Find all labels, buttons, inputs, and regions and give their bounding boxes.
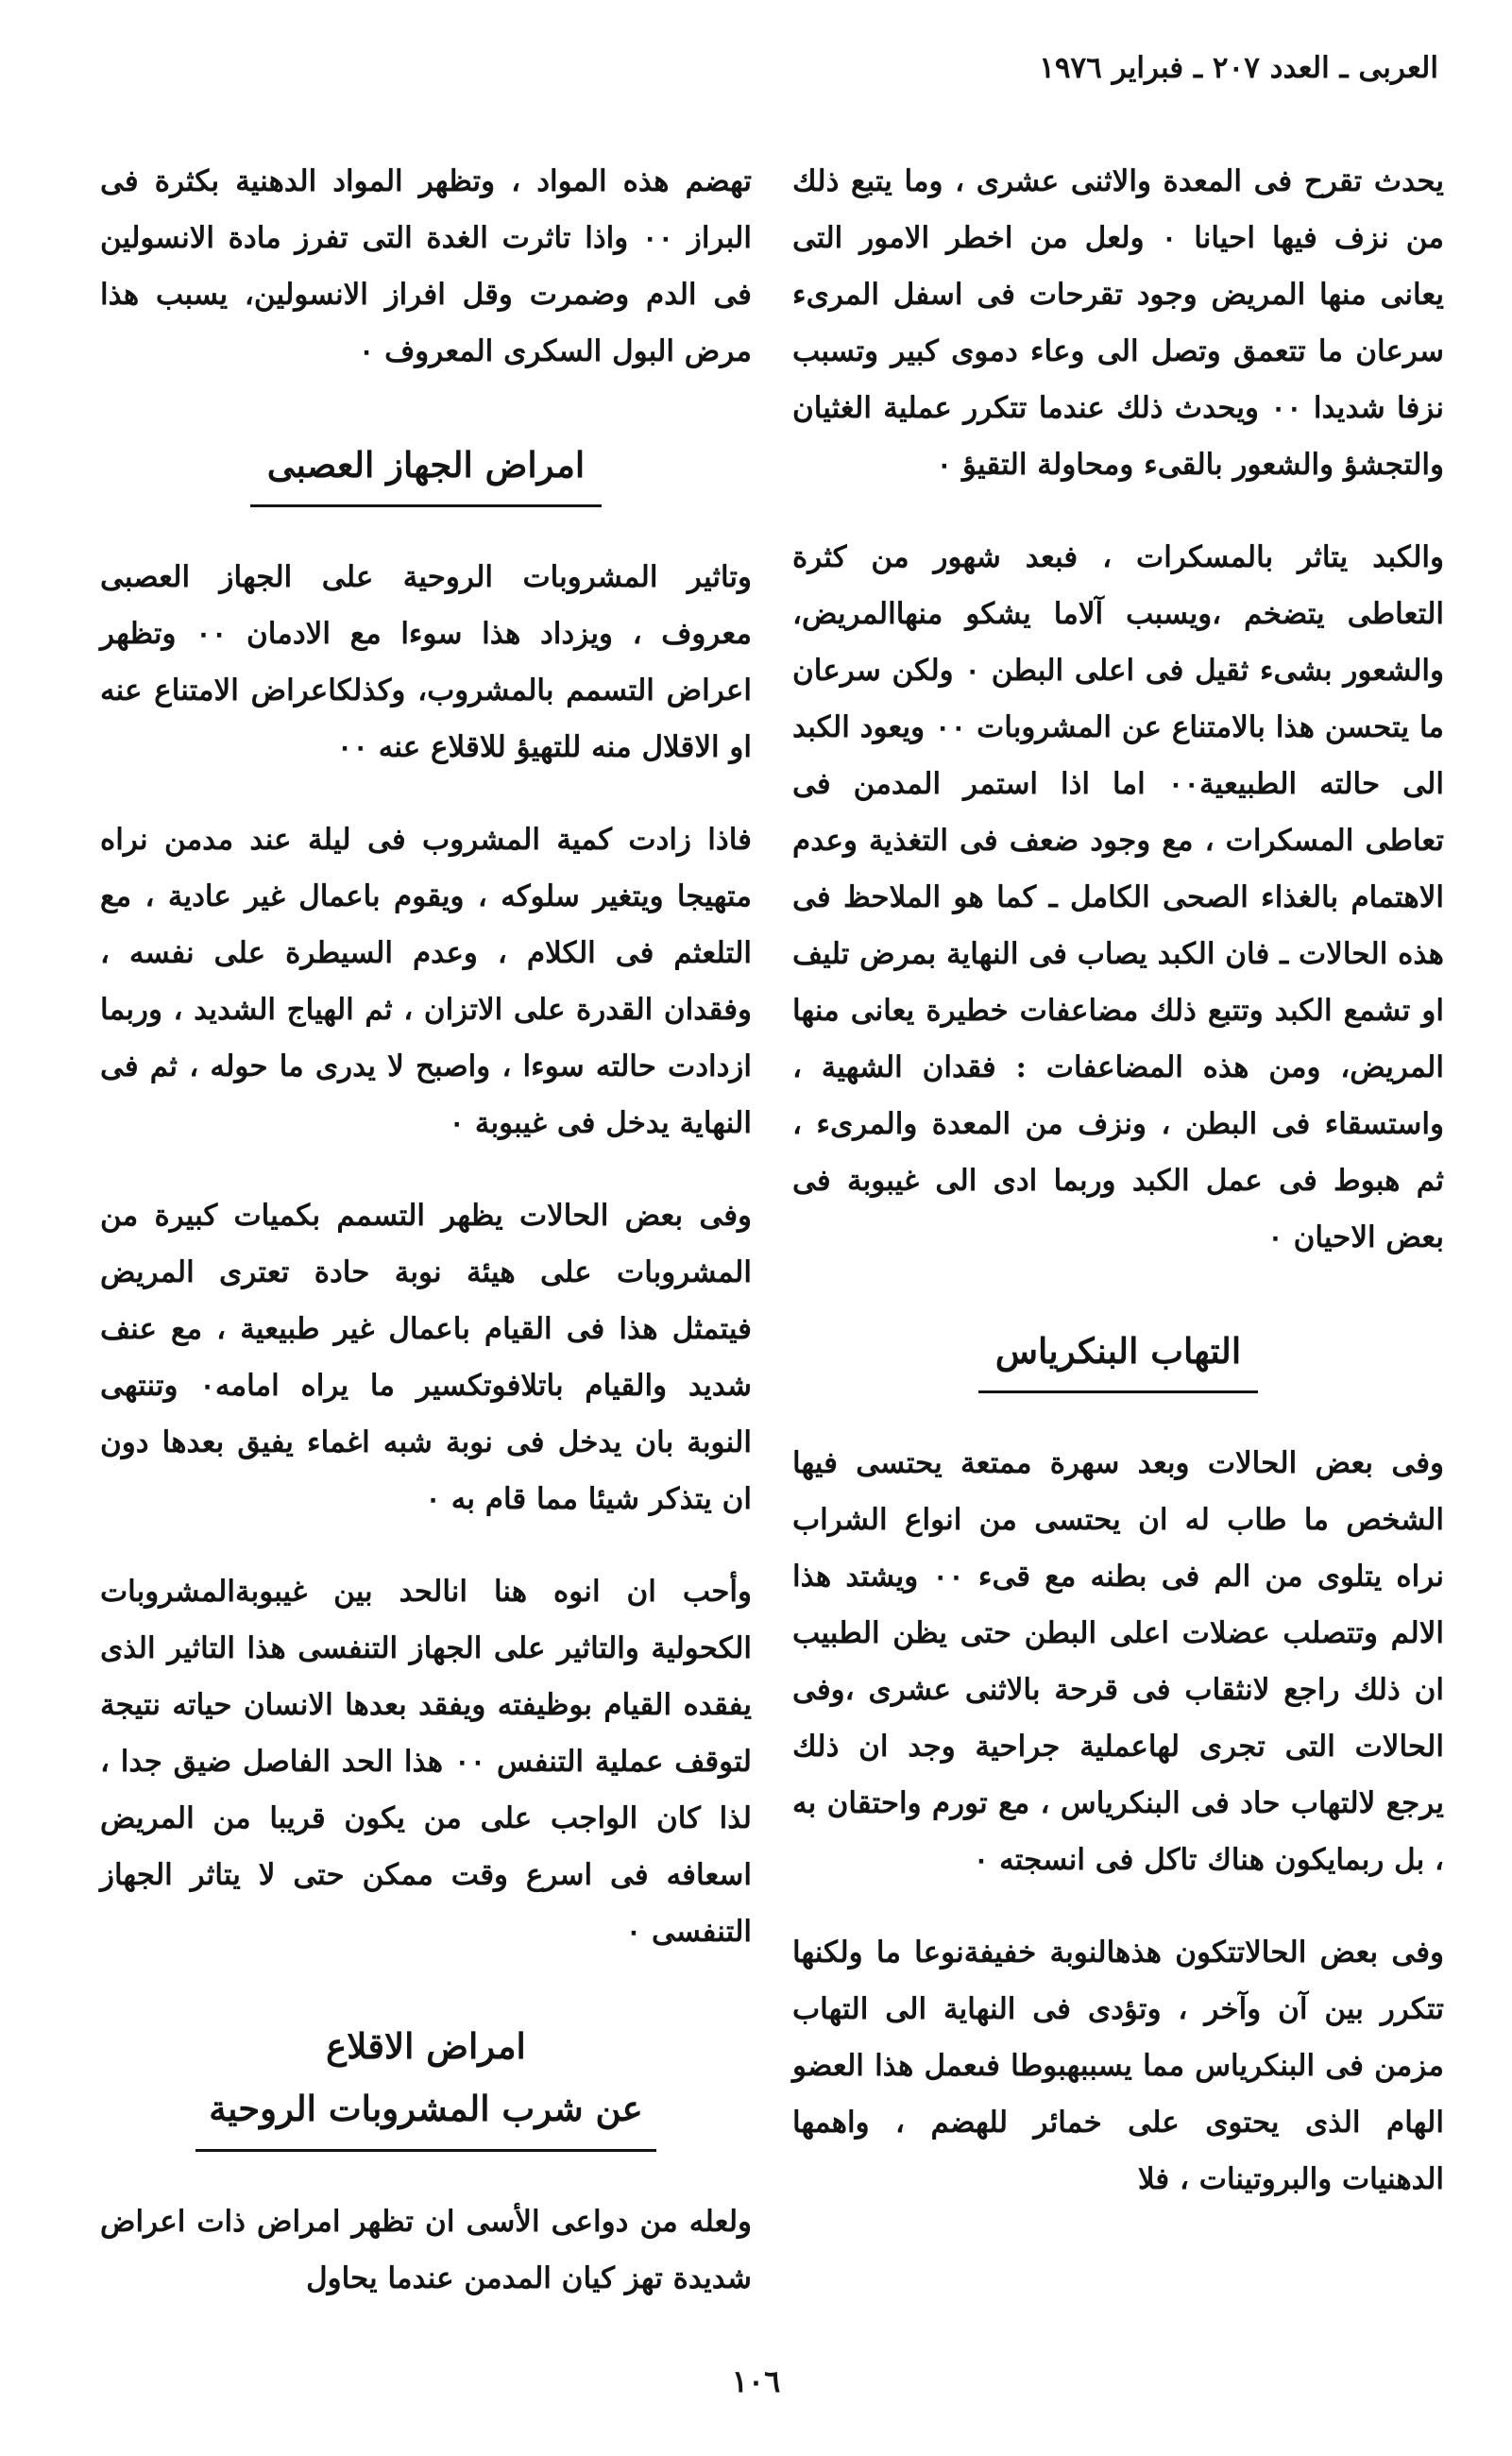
paragraph: وأحب ان انوه هنا انالحد بين غيبوبةالمشروبات الكحولية والتاثير على الجهاز التنفسى هذا التاثير الذى يفقده القيام بوظيفته ويفقد بعدها الانسان حياته نتيجة لتوقف عملية التنفس ٠٠ هذا الحد الفاصل ضيق جدا ، لذا كان الواجب على من يكون قريبا من المريض اسعافه فى اسرع وقت ممكن حتى لا يتاثر الجهاز التنفسى ٠ [100, 1575, 752, 1949]
paragraph: وفى بعض الحالات وبعد سهرة ممتعة يحتسى فيها الشخص ما طاب له ان يحتسى من انواع الشراب نراه يتلوى من الم فى بطنه مع قىء ٠٠ ويشتد هذا الالم وتتصلب عضلات اعلى البطن حتى يظن الطبيب ان ذلك راجع لانثقاب فى قرحة بالاثنى عشرى ،وفى الحالات التى تجرى لهاعملية جراحية وجد ان ذلك يرجع لالتهاب حاد فى البنكرياس ، مع تورم واحتقان به ، بل ربمايكون هناك تاكل فى انسجته ٠ [792, 1446, 1444, 1877]
heading-line: عن شرب المشروبات الروحية [209, 2088, 643, 2129]
paragraph: فاذا زادت كمية المشروب فى ليلة عند مدمن نراه متهيجا ويتغير سلوكه ، ويقوم باعمال غير عادية ، مع التلعثم فى الكلام ، وعدم السيطرة على نفسه ، وفقدان القدرة على الاتزان ، ثم الهياج الشديد ، وربما ازدادت حالته سوءا ، واصبح لا يدرى ما حوله ، ثم فى النهاية يدخل فى غيبوبة ٠ [100, 823, 752, 1140]
section-heading-nervous-system: امراض الجهاز العصبى [250, 435, 602, 507]
paragraph: وفى بعض الحالاتتكون هذهالنوبة خفيفةنوعا ما ولكنها تتكرر بين آن وآخر ، وتؤدى فى النهاية الى التهاب مزمن فى البنكرياس مما يسببهبوطا فىعمل هذا العضو الهام الذى يحتوى على خمائر للهضم ، واهمها الدهنيات والبروتينات ، فلا [792, 1936, 1444, 2196]
heading-line: امراض الاقلاع [326, 2025, 526, 2067]
paragraph: ولعله من دواعى الأسى ان تظهر امراض ذات اعراض شديدة تهز كيان المدمن عندما يحاول [100, 2205, 752, 2295]
right-column [792, 153, 1444, 2243]
running-header: العربى ـ العدد ٢٠٧ ـ فبراير ١٩٧٦ [1039, 51, 1438, 85]
section-heading-wrap [100, 435, 752, 507]
section-heading-wrap [792, 1321, 1444, 1393]
paragraph: يحدث تقرح فى المعدة والاثنى عشرى ، وما يتبع ذلك من نزف فيها احيانا ٠ ولعل من اخطر الامور التى يعانى منها المريض وجود تقرحات فى اسفل المرىء سرعان ما تتعمق وتصل الى وعاء دموى كبير وتسبب نزفا شديدا ٠٠ ويحدث ذلك عندما تتكرر عملية الغثيان والتجشؤ والشعور بالقىء ومحاولة التقيؤ ٠ [792, 164, 1445, 482]
paragraph: وفى بعض الحالات يظهر التسمم بكميات كبيرة من المشروبات على هيئة نوبة حادة تعترى المريض فيتمثل هذا فى القيام باعمال غير طبيعية ، مع عنف شديد والقيام باتلافوتكسير ما يراه امامه٠ وتنتهى النوبة بان يدخل فى نوبة شبه اغماء يفيق بعدها دون ان يتذكر شيئا مما قام به ٠ [100, 1199, 753, 1516]
section-heading-wrap [100, 2015, 752, 2152]
paragraph: والكبد يتاثر بالمسكرات ، فبعد شهور من كثرة التعاطى يتضخم ،ويسبب آلاما يشكو منهاالمريض، والشعور بشىء ثقيل فى اعلى البطن ٠ ولكن سرعان ما يتحسن هذا بالامتناع عن المشروبات ٠٠ ويعود الكبد الى حالته الطبيعية٠٠ اما اذا استمر المدمن فى تعاطى المسكرات ، مع وجود ضعف فى التغذية وعدم الاهتمام بالغذاء الصحى الكامل ـ كما هو الملاحظ فى هذه الحالات ـ فان الكبد يصاب فى النهاية بمرض تليف او تشمع الكبد وتتبع ذلك مضاعفات خطيرة يعانى منها المريض، ومن هذه المضاعفات : فقدان الشهية ، واستسقاء فى البطن ، ونزف من المعدة والمرىء ، ثم هبوط فى عمل الكبد وربما ادى الى غيبوبة فى بعض الاحيان ٠ [792, 540, 1444, 1254]
left-column [100, 153, 752, 2343]
page-number: ١٠٦ [731, 2363, 781, 2399]
paragraph: تهضم هذه المواد ، وتظهر المواد الدهنية بكثرة فى البراز ٠٠ واذا تاثرت الغدة التى تفرز مادة الانسولين فى الدم وضمرت وقل افراز الانسولين، يسبب هذا مرض البول السكرى المعروف ٠ [100, 164, 752, 368]
paragraph: وتاثير المشروبات الروحية على الجهاز العصبى معروف ، ويزداد هذا سوءا مع الادمان ٠٠ وتظهر اعراض التسمم بالمشروب، وكذلكاعراض الامتناع عنه او الاقلال منه للتهيؤ للاقلاع عنه ٠٠ [100, 560, 752, 764]
section-heading-withdrawal [195, 2015, 655, 2152]
section-heading-pancreatitis: التهاب البنكرياس [978, 1321, 1258, 1393]
